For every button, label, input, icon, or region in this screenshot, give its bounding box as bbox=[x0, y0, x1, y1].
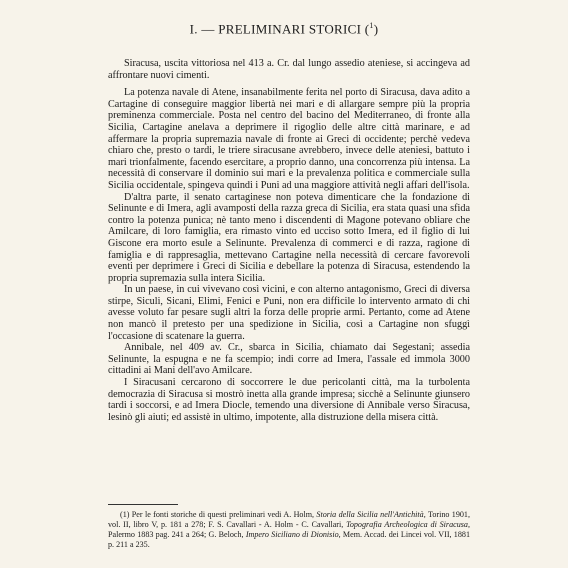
footnote-text: Per le fonti storiche di questi preliminari vedi A. Holm, bbox=[129, 510, 317, 519]
footnote-title: Impero Siciliano di Dionisio bbox=[245, 530, 339, 539]
paragraph: La potenza navale di Atene, insanabilmente ferita nel porto di Siracusa, dava adito a Cartagine di conseguire maggior libertà nei mari e di allargare sempre più la propria preminenza commerciale. Posta nel centro del bacino del Mediterraneo, di fronte alla Sicilia, Cartagine anelava a deprimere il rigoglio delle altre città marinare, e ad affermare la propria supremazia navale di fronte ai Greci di occidente; perchè vedeva chiaro che, presto o tardi, le triere siracusane avrebbero, invece delle ateniesi, battuto i mari trionfalmente, facendo esercitare, a proprio danno, una concorrenza più intensa. La necessità di conservare il dominio sui mari e la prevalenza politica e commerciale sulla Sicilia occidentale, spingeva quindi i Puni ad una maggiore attività negli affari dell'isola. bbox=[108, 87, 470, 191]
paragraph: Annibale, nel 409 av. Cr., sbarca in Sicilia, chiamato dai Segestani; assedia Selinunte, la espugna e ne fa scempio; indi corre ad Imera, l'assale ed immola 3000 cittadini ai Mani dell'avo Amilcare. bbox=[108, 342, 470, 377]
paragraph: In un paese, in cui vivevano così vicini, e con alterno antagonismo, Greci di diversa stirpe, Siculi, Sicani, Elimi, Fenici e Puni, non era difficile lo intervento armato di chi avesse voluto far pesare sugli altri la forza delle proprie armi. Pertanto, come ad Atene non mancò il pretesto per una spedizione in Sicilia, così a Cartagine non sfuggì l'occasione di scatenare la guerra. bbox=[108, 284, 470, 342]
chapter-heading bbox=[0, 21, 568, 37]
paragraph: I Siracusani cercarono di soccorrere le due pericolanti città, ma la turbolenta democrazia di Siracusa si mostrò inetta alla grande impresa; sicchè a Selinunte giunsero tardi i soccorsi, e ad Imera Diocle, temendo una diversione di Annibale verso Siracusa, lesinò gli aiuti; ed assistè in ultimo, impotente, alla distruzione della misera città. bbox=[108, 377, 470, 423]
chapter-title: I. — PRELIMINARI STORICI ( bbox=[189, 21, 370, 37]
paragraph: D'altra parte, il senato cartaginese non poteva dimenticare che la fondazione di Selinunte e di Imera, agli avamposti della razza greca di Sicilia, era stata quasi una sfida contro la potenza punica; nè tanto meno i discendenti di Magone potevano obliare che Amilcare, di loro famiglia, era rimasto vinto ed ucciso sotto Imera, ed il figlio di lui Giscone era morto esule a Selinunte. Prevalenza di commerci e di razza, ragione di famiglia e di rappresaglia, mettevano Cartagine nella necessità di cercare favorevoli eventi per deprimere i Greci di Sicilia e debellare la potenza di Siracusa, estendendo la propria supremazia sulla intera Sicilia. bbox=[108, 191, 470, 284]
footnote-marker: (1) bbox=[120, 510, 130, 519]
heading-close-paren: ) bbox=[373, 21, 379, 37]
footnote-divider bbox=[108, 504, 178, 505]
footnote-text: , Palermo 1883 pag. 241 a 264; G. Beloch, bbox=[108, 520, 470, 539]
footnote bbox=[108, 510, 470, 550]
paragraph: Siracusa, uscita vittoriosa nel 413 a. Cr. dal lungo assedio ateniese, si accingeva ad affrontare nuovi cimenti. bbox=[108, 58, 470, 81]
heading-note-mark: 1 bbox=[369, 21, 374, 30]
body-text bbox=[108, 58, 470, 423]
footnote-text: , Mem. Accad. dei Lincei vol. VII, 1881 p. 211 a 235. bbox=[108, 530, 470, 549]
footnote-title: Topografia Archeologica di Siracusa bbox=[346, 520, 468, 529]
footnote-text: , Torino 1901, vol. II, libro V, p. 181 a 278; F. S. Cavallari - A. Holm - C. Cavallari, bbox=[108, 510, 471, 529]
footnote-title: Storia della Sicilia nell'Antichità bbox=[316, 510, 424, 519]
